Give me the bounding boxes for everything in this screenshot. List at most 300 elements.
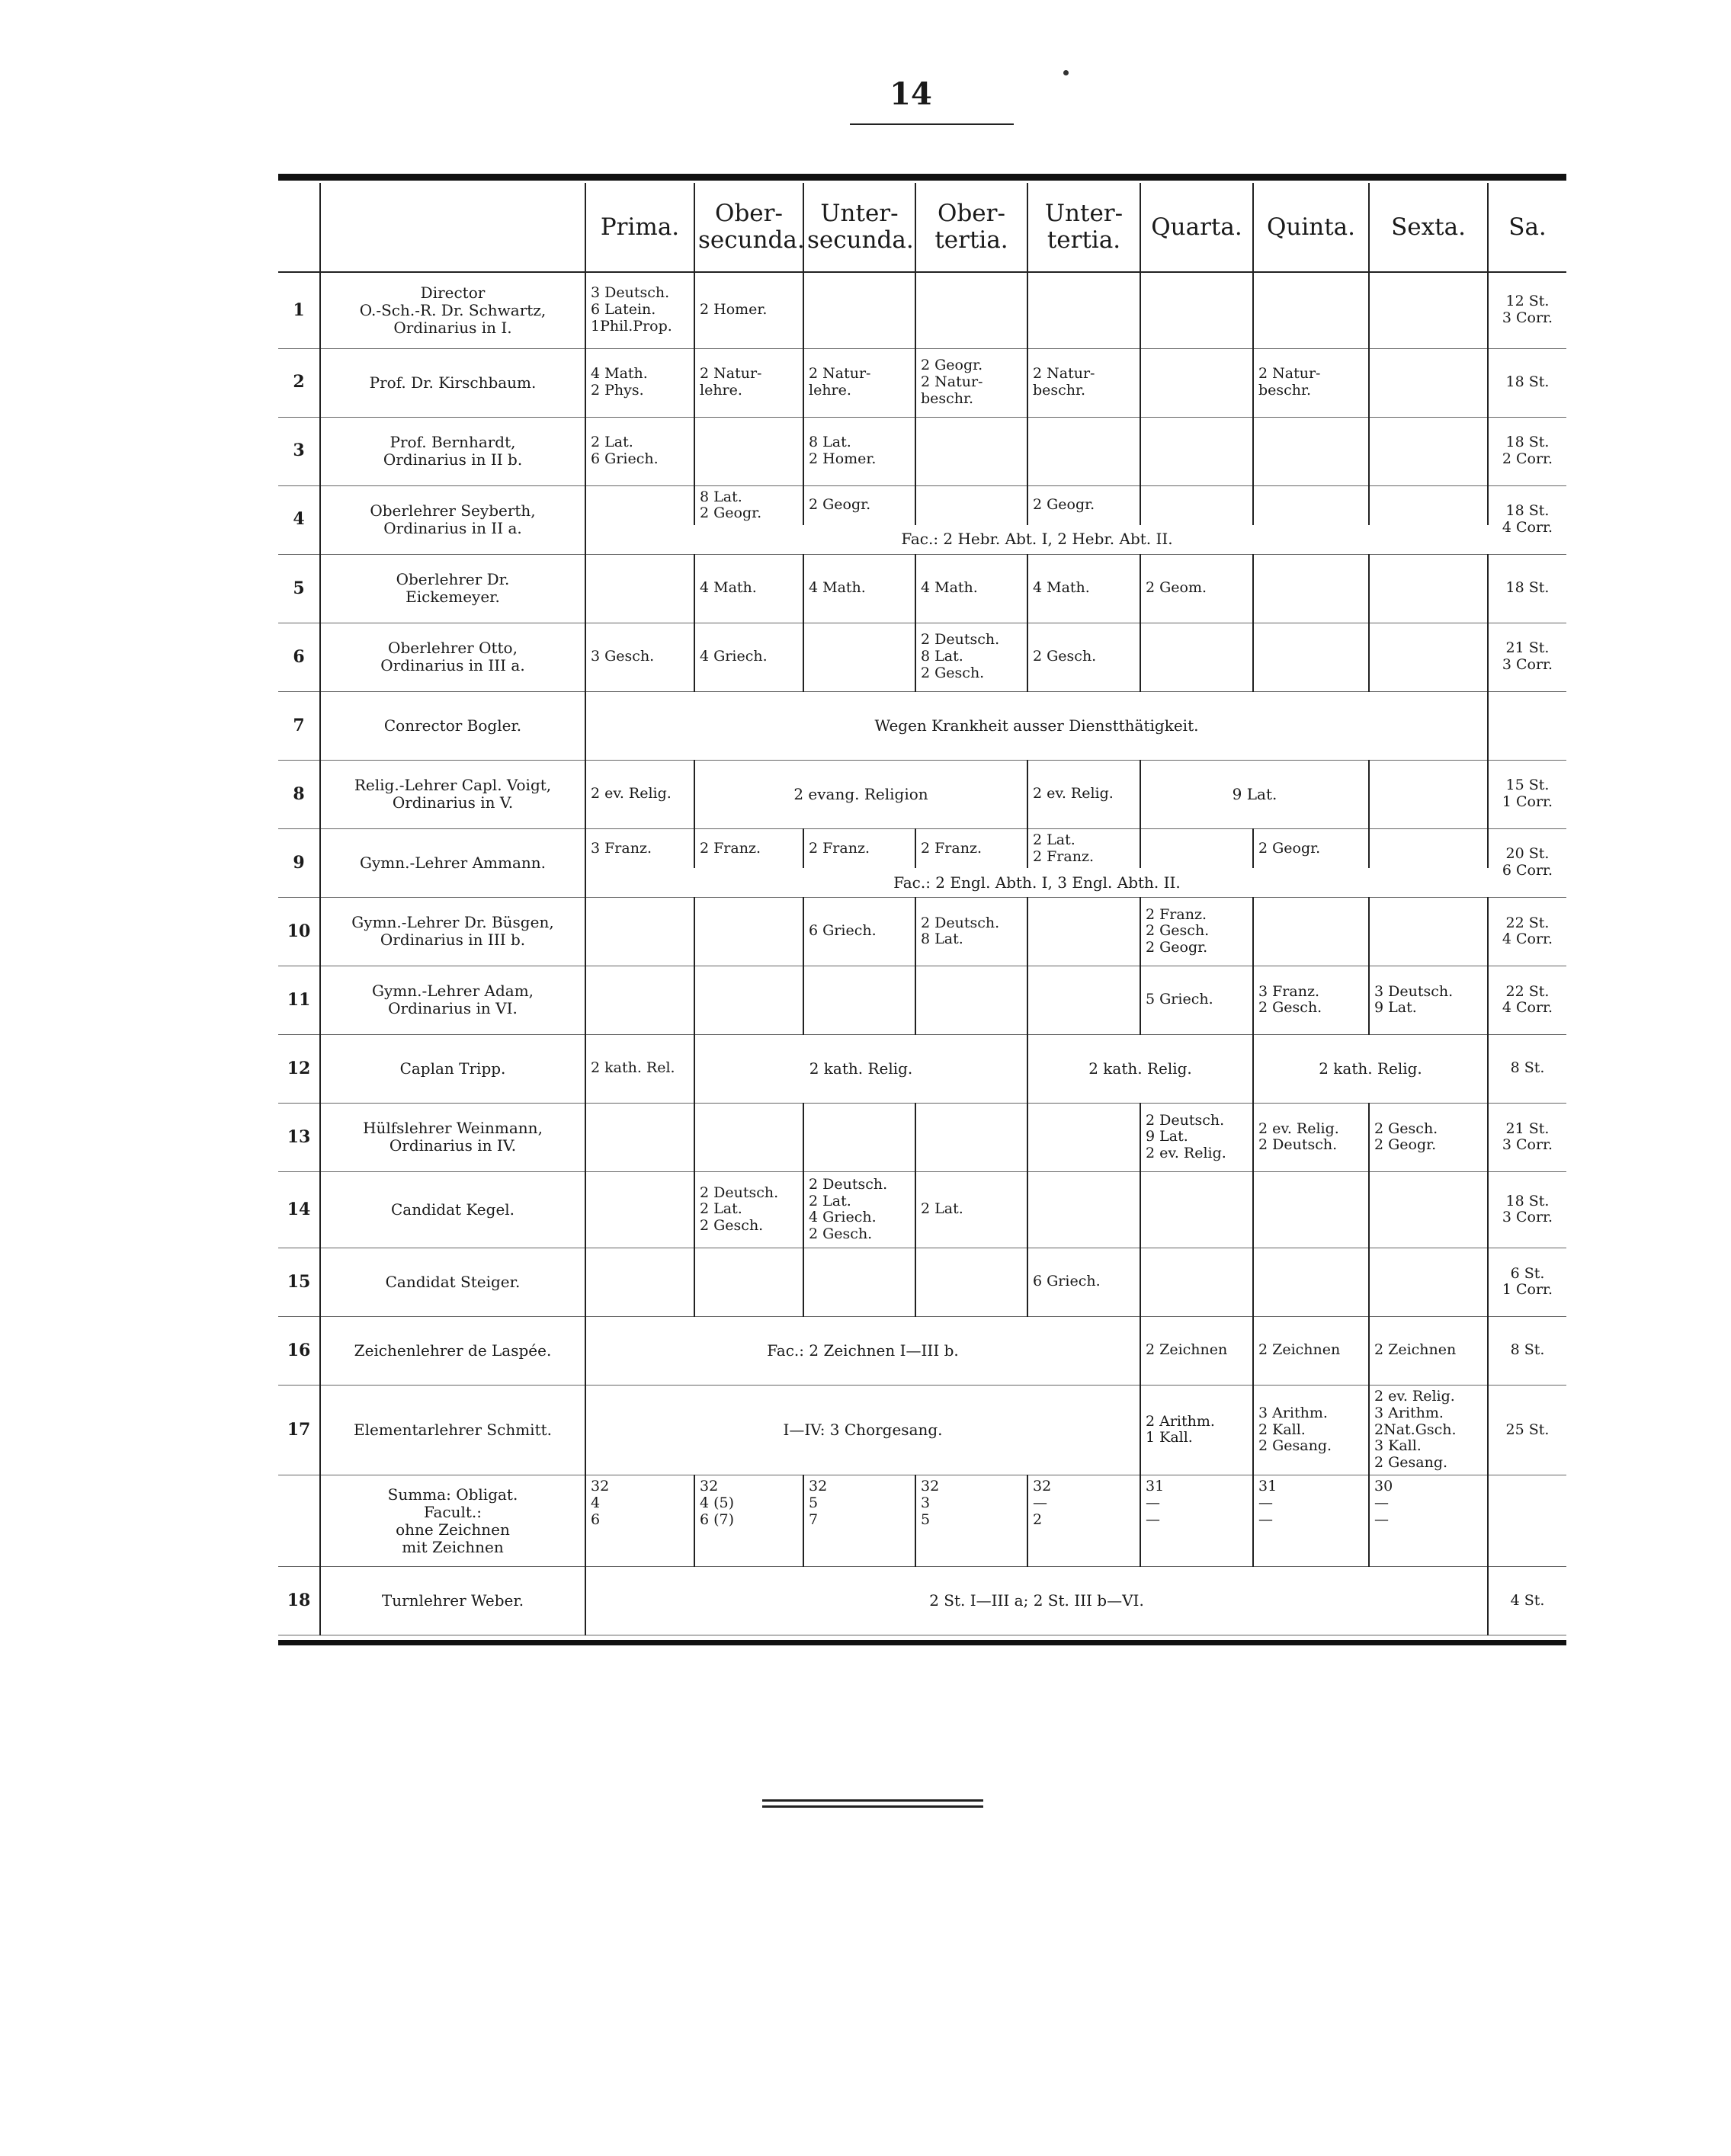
cell-line: 3 Franz. [591,839,652,857]
cell-line: 2 Natur- [809,365,871,383]
schedule-cell [915,1171,1027,1248]
schedule-cell [694,828,803,868]
row-number: 2 [278,348,320,417]
schedule-cell [1253,554,1369,623]
cell-line: Ordinarius in IV. [389,1136,517,1155]
row-total [1488,485,1566,554]
cell-line: 2 Gesang. [1258,1437,1332,1455]
schedule-cell [803,554,915,623]
cell-line: Prof. Dr. Kirschbaum. [369,373,537,392]
row-total [1488,272,1566,348]
schedule-cell [1027,485,1140,525]
table-row [278,1171,1566,1248]
schedule-cell [585,966,694,1034]
teacher-name [320,554,585,623]
schedule-cell [1027,417,1140,485]
teacher-name [320,623,585,691]
merged-cell [1140,1316,1253,1385]
schedule-cell [1140,1248,1253,1316]
summary-cell [694,1475,803,1567]
schedule-cell [1369,1171,1488,1248]
table-row [278,554,1566,623]
schedule-cell [1253,966,1369,1034]
schedule-cell [694,966,803,1034]
table-row [278,1103,1566,1171]
teacher-name [320,417,585,485]
merged-cell [1369,1385,1488,1475]
schedule-cell [1253,1248,1369,1316]
schedule-cell [1369,966,1488,1034]
schedule-cell [694,1171,803,1248]
teacher-name [320,272,585,348]
schedule-cell [915,417,1027,485]
cell-line: beschr. [1033,382,1086,399]
cell-line: Gymn.-Lehrer Dr. Büsgen, [351,913,554,932]
schedule-cell [1027,828,1140,868]
summary-cell [1140,1475,1253,1567]
row-total [1488,623,1566,691]
cell-line: 2 Geogr. [1258,839,1321,857]
cell-line: 2 kath. Relig. [809,1059,913,1078]
row-number: 12 [278,1034,320,1103]
table-row [278,966,1566,1034]
merged-cell [694,1034,1027,1103]
schedule-cell [1140,348,1253,417]
cell-line: I—IV: 3 Chorgesang. [783,1420,943,1439]
header-line: Quinta. [1266,213,1356,241]
schedule-cell [585,485,694,525]
schedule-cell [1253,897,1369,966]
cell-line: 2 Geogr. [1146,939,1208,956]
row-number: 11 [278,966,320,1034]
cell-line: 21 St. [1505,639,1550,657]
column-header [1488,183,1566,272]
cell-line: 1 Corr. [1502,793,1553,811]
cell-line: Relig.-Lehrer Capl. Voigt, [354,776,552,795]
schedule-cell [1369,485,1488,525]
row-number: 18 [278,1567,320,1635]
schedule-cell [1140,417,1253,485]
schedule-cell [1253,1171,1369,1248]
table-row [278,1248,1566,1316]
cell-line: 8 Lat. [809,434,851,451]
row-total [1488,1103,1566,1171]
cell-line: 2 ev. Relig. [591,785,672,802]
schedule-cell [803,485,915,525]
cell-line: 18 St. [1505,1192,1550,1209]
row-number: 9 [278,828,320,897]
cell-line: 8 Lat. [921,931,963,948]
cell-line: 3 Deutsch. [591,284,670,302]
row-total [1488,897,1566,966]
schedule-cell [1140,485,1253,525]
cell-line: 2 Franz. [1033,847,1095,865]
header-line: secunda. [807,226,914,254]
cell-line: 2 Natur- [1033,365,1095,383]
teacher-name [320,691,585,760]
merged-cell [1027,760,1140,828]
schedule-cell [1369,1248,1488,1316]
schedule-cell [915,623,1027,691]
cell-line: 6 [591,1510,601,1528]
table-row [278,828,1566,868]
schedule-cell [1140,828,1253,868]
cell-line: 2 Deutsch. [921,914,1000,931]
cell-line: 9 Lat. [1146,1128,1188,1145]
cell-line: 7 [809,1510,819,1528]
cell-line: 4 Griech. [700,648,768,665]
merged-cell [1369,760,1488,828]
facultative-note: Fac.: 2 Hebr. Abt. I, 2 Hebr. Abt. II. [585,525,1488,554]
cell-line: 2 ev. Relig. [1258,1120,1339,1137]
row-total [1488,760,1566,828]
row-number: 7 [278,691,320,760]
schedule-cell [803,897,915,966]
schedule-cell [1253,1103,1369,1171]
cell-line: 2 Geogr. [1033,496,1095,514]
row-number: 15 [278,1248,320,1316]
summary-cell [803,1475,915,1567]
row-total [1488,691,1566,760]
cell-line: 4 [591,1494,601,1511]
cell-line: Candidat Steiger. [385,1272,521,1291]
cell-line: 32 [591,1478,610,1495]
schedule-cell [803,623,915,691]
schedule-cell [1369,1103,1488,1171]
merged-cell [585,1316,1140,1385]
cell-line: 20 St. [1505,845,1550,863]
teacher-name [320,1248,585,1316]
schedule-cell [915,348,1027,417]
schedule-cell [915,1103,1027,1171]
schedule-cell [1140,554,1253,623]
row-total: 4 St. [1488,1567,1566,1635]
cell-line: — [1146,1494,1160,1511]
cell-line: 8 St. [1510,1341,1545,1359]
cell-line: 4 Corr. [1502,519,1553,537]
cell-line: Hülfslehrer Weinmann, [363,1119,543,1138]
schedule-cell [585,272,694,348]
cell-line: 1Phil.Prop. [591,318,672,335]
cell-line: 2 Gesch. [1258,999,1322,1017]
row-total [1488,417,1566,485]
cell-line: 18 St. [1505,373,1550,391]
cell-line: 3 Corr. [1502,1209,1553,1226]
merged-cell [1140,760,1369,828]
merged-cell [1140,1385,1253,1475]
schedule-cell [1027,348,1140,417]
cell-line: 2 Natur- [921,373,983,391]
header-line: Prima. [600,213,680,241]
cell-line: 2Nat.Gsch. [1374,1421,1457,1438]
row-number: 1 [278,272,320,348]
summary-row [278,1475,1566,1567]
cell-line: — [1146,1510,1160,1528]
cell-line: 5 [921,1510,931,1528]
cell-line: 3 Corr. [1502,656,1553,674]
cell-line: 8 Lat. [921,648,963,665]
cell-line: — [1374,1494,1389,1511]
cell-line: 6 St. [1510,1264,1545,1282]
cell-line: 22 St. [1505,914,1550,931]
schedule-cell [1369,554,1488,623]
table-row [278,1385,1566,1475]
header-line: Ober- [715,200,783,228]
schedule-cell [585,897,694,966]
merged-cell [585,760,694,828]
summary-cell [585,1475,694,1567]
cell-line: 2 Franz. [921,839,983,857]
cell-line: lehre. [700,382,742,399]
cell-line: 6 Latein. [591,301,656,319]
cell-line: 4 Math. [700,579,757,597]
cell-line: beschr. [1258,382,1312,399]
header-teacher [320,183,585,272]
cell-line: 22 St. [1505,982,1550,1000]
merged-cell [1253,1385,1369,1475]
schedule-cell [694,348,803,417]
schedule-cell [1027,1248,1140,1316]
schedule-cell [803,1103,915,1171]
column-header [694,183,803,272]
cell-line: 3 Franz. [1258,982,1320,1000]
merged-cell [1027,1034,1253,1103]
schedule-cell [585,554,694,623]
cell-line: Eickemeyer. [406,588,500,607]
column-header [803,183,915,272]
schedule-cell [585,1171,694,1248]
cell-line: — [1374,1510,1389,1528]
schedule-cell [803,1248,915,1316]
cell-line: Summa: Obligat. [387,1485,518,1504]
cell-line: 2 Lat. [1033,831,1075,848]
schedule-cell [1369,828,1488,868]
cell-line: 3 Kall. [1374,1437,1422,1455]
cell-line: 21 St. [1505,1120,1550,1137]
schedule-cell [1027,966,1140,1034]
teacher-name [320,1316,585,1385]
header-line: tertia. [1047,226,1121,254]
cell-line: 4 Math. [591,365,648,383]
cell-line: 2 kath. Relig. [1088,1059,1192,1078]
schedule-cell [1253,272,1369,348]
cell-line: 2 Arithm. [1146,1412,1215,1430]
header-num [278,183,320,272]
schedule-cell [1027,272,1140,348]
schedule-cell [1369,897,1488,966]
table-row [278,1567,1566,1635]
cell-line: Ordinarius in I. [393,318,512,337]
cell-line: 3 [921,1494,931,1511]
cell-line: 4 Math. [921,579,978,597]
schedule-cell [1140,1103,1253,1171]
facultative-note: Fac.: 2 Engl. Abth. I, 3 Engl. Abth. II. [585,868,1488,897]
column-header [1140,183,1253,272]
schedule-cell [803,417,915,485]
schedule-cell [694,485,803,525]
table-row [278,417,1566,485]
teaching-schedule-table [278,183,1566,1635]
teacher-name [320,897,585,966]
header-line: tertia. [934,226,1008,254]
cell-line: Ordinarius in II a. [383,519,522,538]
cell-line: 2 Natur- [700,365,762,383]
table-row [278,348,1566,417]
cell-line: 32 [809,1478,828,1495]
cell-line: Fac.: 2 Zeichnen I—III b. [767,1341,959,1360]
cell-line: 2 Phys. [591,382,644,399]
cell-line: 2 Deutsch. [1146,1111,1225,1129]
row-total [1488,1385,1566,1475]
row-span-note: 2 St. I—III a; 2 St. III b—VI. [585,1567,1488,1635]
cell-line: 2 Franz. [700,839,761,857]
cell-line: 9 Lat. [1232,784,1277,803]
cell-line: 2 Gesch. [809,1225,873,1243]
schedule-cell [585,1103,694,1171]
table-row [278,691,1566,760]
cell-line: 2 Homer. [809,450,877,467]
row-total [1488,1248,1566,1316]
cell-line: 2 Gesch. [1033,648,1097,665]
cell-line: Elementarlehrer Schmitt. [353,1420,553,1439]
cell-line: 2 Deutsch. [809,1175,888,1193]
cell-line: 4 Math. [809,579,866,597]
cell-line: 2 Gesch. [700,1217,764,1235]
cell-line: 32 [1033,1478,1052,1495]
cell-line: 2 Gesch. [921,665,985,682]
cell-line: 2 Gesang. [1374,1454,1448,1472]
schedule-cell [694,272,803,348]
cell-line: Oberlehrer Otto, [388,639,518,658]
merged-cell [1253,1034,1488,1103]
cell-line: 9 Lat. [1374,999,1417,1017]
page-number: 14 [890,76,932,112]
cell-line: 2 Geom. [1146,579,1207,597]
cell-line: 3 Corr. [1502,309,1553,327]
schedule-cell [585,828,694,868]
schedule-cell [1140,897,1253,966]
teacher-name [320,828,585,897]
end-ornament [762,1799,983,1812]
row-number: 3 [278,417,320,485]
cell-line: 8 Lat. [700,488,742,505]
schedule-cell [694,1248,803,1316]
cell-line: Zeichenlehrer de Laspée. [354,1341,552,1360]
cell-line: — [1258,1494,1273,1511]
schedule-cell [915,1248,1027,1316]
cell-line: 2 Kall. [1258,1421,1306,1438]
cell-line: 6 Corr. [1502,862,1553,879]
page-number-rule [850,123,1014,125]
schedule-cell [915,272,1027,348]
cell-line: 4 (5) [700,1494,735,1511]
cell-line: 2 Geogr. [809,496,871,514]
schedule-cell [694,1103,803,1171]
cell-line: 3 Arithm. [1374,1404,1444,1421]
row-total [1488,966,1566,1034]
schedule-cell [803,272,915,348]
cell-line: 2 Zeichnen [1146,1341,1228,1359]
cell-line: 2 Lat. [591,434,633,451]
cell-line: 2 Deutsch. [921,631,1000,649]
cell-line: 2 ev. Relig. [1374,1387,1455,1405]
cell-line: Conrector Bogler. [383,716,522,735]
row-total [1488,1171,1566,1248]
cell-line: 2 Gesch. [1146,922,1210,940]
summary-cell [915,1475,1027,1567]
cell-line: 18 St. [1505,434,1550,451]
schedule-cell [915,966,1027,1034]
schedule-cell [1027,623,1140,691]
cell-line: 2 Geogr. [700,505,762,522]
merged-cell [585,1385,1140,1475]
cell-line: 2 kath. Rel. [591,1059,675,1077]
cell-line: 2 [1033,1510,1043,1528]
schedule-cell [1369,623,1488,691]
merged-cell [585,1034,694,1103]
table-row [278,760,1566,828]
schedule-cell [694,554,803,623]
cell-line: 2 Geogr. [1374,1136,1437,1154]
cell-line: Ordinarius in II b. [383,450,523,469]
cell-line: 2 Franz. [809,839,870,857]
cell-line: 4 Corr. [1502,931,1553,948]
column-header [1253,183,1369,272]
schedule-cell [1027,1103,1140,1171]
header-line: secunda. [698,226,805,254]
cell-line: Prof. Bernhardt, [389,433,516,451]
cell-line: mit Zeichnen [402,1537,504,1556]
cell-line: 2 Lat. [809,1192,851,1209]
row-span-note: Wegen Krankheit ausser Dienstthätigkeit. [585,691,1488,760]
schedule-cell [1369,348,1488,417]
row-number: 17 [278,1385,320,1475]
cell-line: 15 St. [1505,777,1550,794]
cell-line: 2 Zeichnen [1258,1341,1341,1359]
column-header [1027,183,1140,272]
cell-line: 6 Griech. [591,450,659,467]
cell-line: 8 St. [1510,1059,1545,1077]
cell-line: 4 Math. [1033,579,1090,597]
cell-line: 2 Corr. [1502,450,1553,467]
table-row [278,1034,1566,1103]
teacher-name [320,1385,585,1475]
cell-line: 12 St. [1505,293,1550,310]
row-number: 8 [278,760,320,828]
teacher-name [320,348,585,417]
cell-line: 4 Corr. [1502,999,1553,1017]
cell-line: 2 kath. Relig. [1319,1059,1422,1078]
cell-line: Gymn.-Lehrer Ammann. [360,853,546,872]
schedule-table-wrapper [278,174,1566,1645]
header-line: Sexta. [1391,213,1466,241]
schedule-cell [1369,417,1488,485]
cell-line: beschr. [921,389,974,407]
cell-line: Caplan Tripp. [399,1059,506,1078]
teacher-name [320,1171,585,1248]
schedule-cell [694,417,803,485]
cell-line: 25 St. [1505,1421,1550,1438]
row-number: 4 [278,485,320,554]
cell-line: Oberlehrer Dr. [396,570,510,589]
merged-cell [694,760,1027,828]
teacher-name [320,760,585,828]
cell-line: 2 Deutsch. [700,1184,779,1201]
teacher-name: Turnlehrer Weber. [320,1567,585,1635]
cell-line: 3 Gesch. [591,648,655,665]
cell-line: O.-Sch.-R. Dr. Schwartz, [359,300,547,319]
cell-line: 31 [1146,1478,1165,1495]
